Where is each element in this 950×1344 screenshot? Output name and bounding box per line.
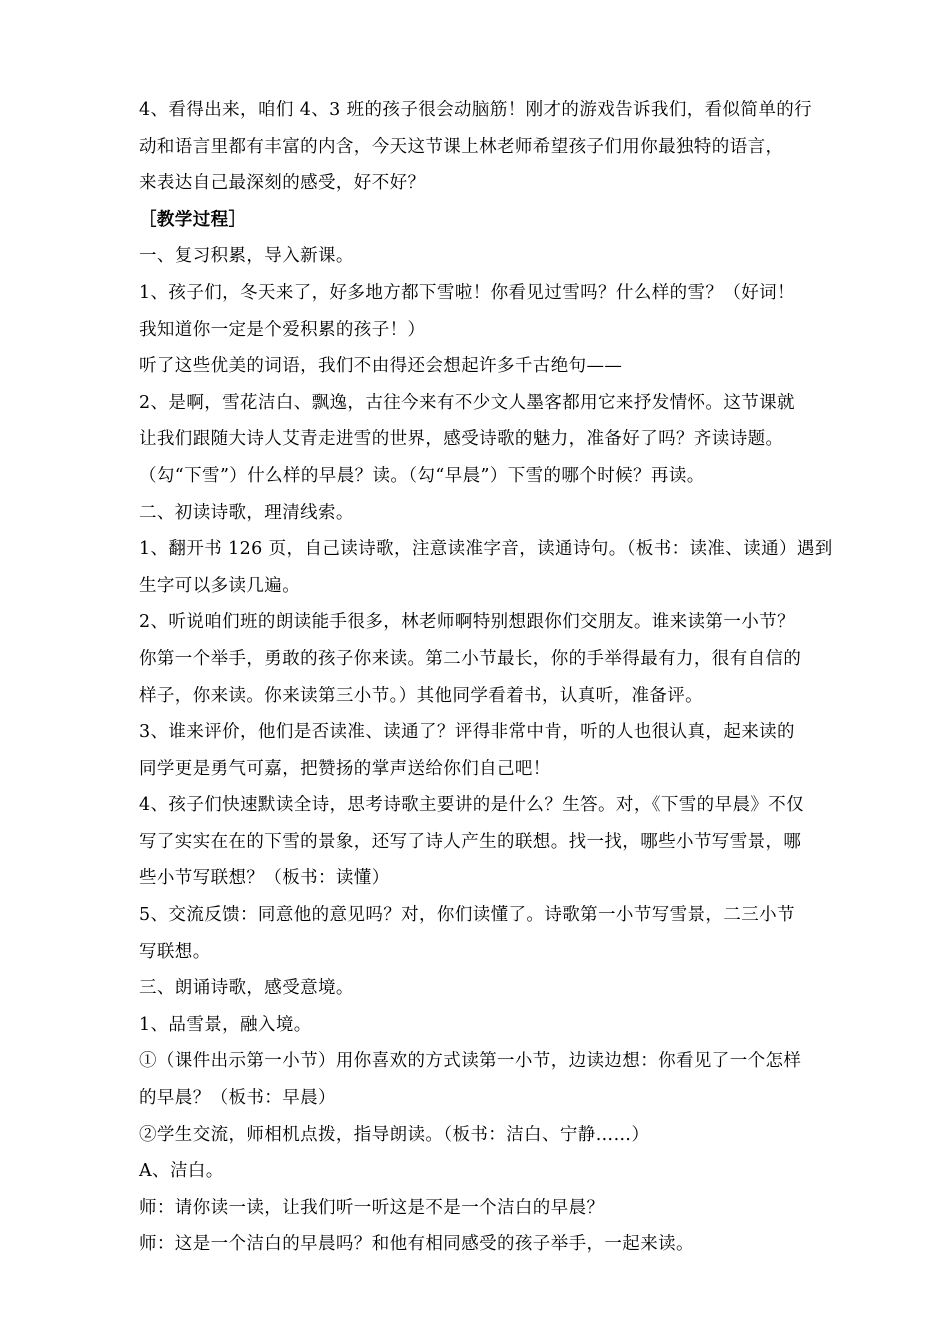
paragraph-line: 动和语言里都有丰富的内含，今天这节课上林老师希望孩子们用你最独特的语言， xyxy=(139,136,784,157)
paragraph-line: 3、谁来评价，他们是否读准、读通了？评得非常中肯，听的人也很认真，起来读的 xyxy=(139,722,795,743)
paragraph-line: 听了这些优美的词语，我们不由得还会想起许多千古绝句—— xyxy=(139,356,623,377)
paragraph-line: 样子，你来读。你来读第三小节。）其他同学看着书，认真听，准备评。 xyxy=(139,685,704,706)
document-page xyxy=(139,92,833,1263)
paragraph-line: 1、翻开书 126 页，自己读诗歌，注意读准字音，读通诗句。（板书：读准、读通）遇到 xyxy=(139,539,833,560)
paragraph-line: 1、品雪景，融入境。 xyxy=(139,1014,312,1035)
paragraph-line: 师：这是一个洁白的早晨吗？和他有相同感受的孩子举手，一起来读。 xyxy=(139,1234,694,1255)
paragraph-line: 同学更是勇气可嘉，把赞扬的掌声送给你们自己吧！ xyxy=(139,758,551,779)
paragraph-line: 5、交流反馈：同意他的意见吗？对，你们读懂了。诗歌第一小节写雪景，二三小节 xyxy=(139,905,795,926)
paragraph-line: 我知道你一定是个爱积累的孩子！） xyxy=(139,319,426,340)
paragraph-line: A、洁白。 xyxy=(139,1161,224,1182)
paragraph-line: 的早晨？（板书：早晨） xyxy=(139,1088,336,1109)
paragraph-line: 些小节写联想？（板书：读懂） xyxy=(139,868,390,889)
section-title: 二、初读诗歌，理清线索。 xyxy=(139,502,354,523)
paragraph-line: 你第一个举手，勇敢的孩子你来读。第二小节最长，你的手举得最有力，很有自信的 xyxy=(139,648,802,669)
paragraph-line: 师：请你读一读，让我们听一听这是不是一个洁白的早晨？ xyxy=(139,1197,605,1218)
paragraph-line: 2、是啊，雪花洁白、飘逸，古往今来有不少文人墨客都用它来抒发情怀。这节课就 xyxy=(139,392,795,413)
paragraph-line: （勾“下雪”）什么样的早晨？读。（勾“早晨”）下雪的哪个时候？再读。 xyxy=(139,465,705,486)
paragraph-line: 2、听说咱们班的朗读能手很多，林老师啊特别想跟你们交朋友。谁来读第一小节？ xyxy=(139,612,795,633)
section-title: 一、复习积累，导入新课。 xyxy=(139,246,354,267)
paragraph-line: 1、孩子们，冬天来了，好多地方都下雪啦！你看见过雪吗？什么样的雪？（好词！ xyxy=(139,282,795,303)
paragraph-line: ①（课件出示第一小节）用你喜欢的方式读第一小节，边读边想：你看见了一个怎样 xyxy=(139,1051,802,1072)
paragraph-line: 让我们跟随大诗人艾青走进雪的世界，感受诗歌的魅力，准备好了吗？齐读诗题。 xyxy=(139,429,784,450)
paragraph-line: 4、孩子们快速默读全诗，思考诗歌主要讲的是什么？生答。对，《下雪的早晨》不仅 xyxy=(139,795,805,816)
paragraph-line: 写联想。 xyxy=(139,941,211,962)
paragraph-line: ②学生交流，师相机点拨，指导朗读。（板书：洁白、宁静……） xyxy=(139,1124,650,1145)
section-title: 三、朗诵诗歌，感受意境。 xyxy=(139,978,354,999)
paragraph-line: 写了实实在在的下雪的景象，还写了诗人产生的联想。找一找，哪些小节写雪景，哪 xyxy=(139,831,802,852)
paragraph-line: 生字可以多读几遍。 xyxy=(139,575,301,596)
section-heading: ［教学过程］ xyxy=(139,209,247,230)
paragraph-line: 来表达自己最深刻的感受，好不好？ xyxy=(139,173,426,194)
paragraph-line: 4、看得出来，咱们 4、3 班的孩子很会动脑筋！刚才的游戏告诉我们，看似简单的行 xyxy=(139,100,813,120)
